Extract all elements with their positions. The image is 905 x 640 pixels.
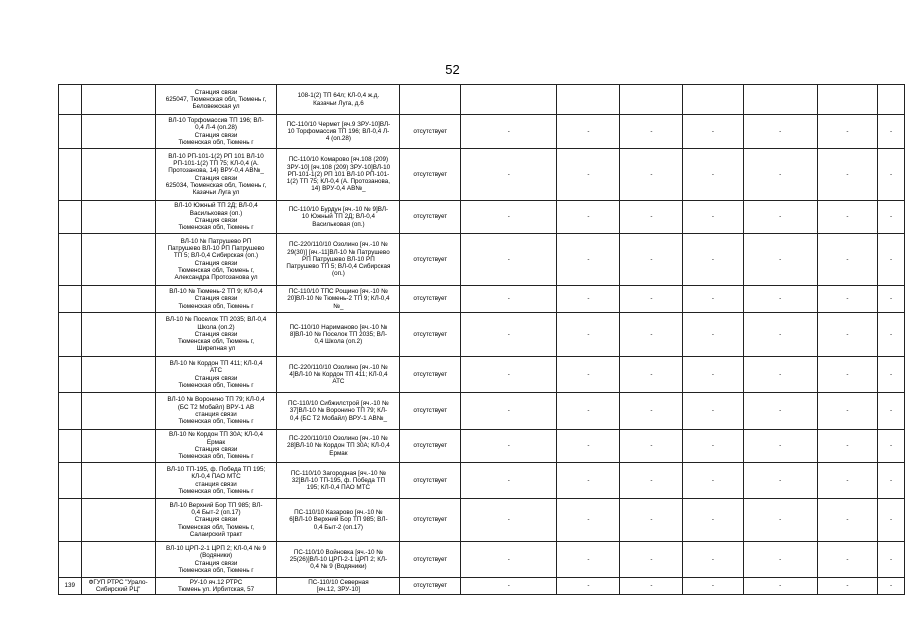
object-cell — [155, 85, 277, 115]
supply-path-cell-line: 6]ВЛ-10 Верхний Бор ТП 985; ВЛ- — [289, 516, 388, 524]
value-cell: - — [683, 499, 743, 542]
supply-path-cell-line: 108-1(2) ТП 64л; КЛ-0,4 ж.д. — [297, 92, 380, 100]
value-cell: - — [878, 542, 905, 578]
supply-path-cell — [277, 115, 400, 149]
value-cell: - — [461, 542, 557, 578]
object-cell-line: Патрушево ВЛ-10 РП Патрушево — [167, 244, 265, 252]
object-cell-line: ВЛ-10 Верхний Бор ТП 985; ВЛ- — [169, 501, 263, 509]
supply-path-cell-line: 4 (оп.28) — [325, 135, 351, 143]
value-cell: - — [878, 286, 905, 313]
value-cell: - — [620, 430, 683, 463]
object-cell-line: Станция связи — [194, 374, 238, 382]
row-number — [59, 499, 82, 542]
object-cell — [155, 201, 277, 234]
value-cell: - — [817, 313, 877, 357]
value-cell: - — [557, 357, 620, 393]
supply-path-cell-line: ПС-110/10 Загородная [яч.-10 № — [290, 469, 386, 477]
value-cell: - — [620, 542, 683, 578]
value-cell: - — [683, 234, 743, 286]
value-cell: - — [743, 393, 817, 430]
object-cell — [155, 463, 277, 499]
value-cell — [620, 85, 683, 115]
organization-cell — [81, 430, 155, 463]
object-cell-line: Ермак — [206, 438, 226, 446]
supply-path-cell-line: 25(26)]ВЛ-10 ЦРП-2-1 ЦРП 2; КЛ- — [289, 555, 388, 563]
object-cell-line: Станция связи — [194, 559, 238, 567]
organization-cell — [81, 115, 155, 149]
status-cell: отсутствует — [400, 463, 461, 499]
supply-path-cell-line: ПС-220/110/10 Озолино [яч.-10 № — [289, 435, 388, 443]
table-row — [59, 115, 905, 149]
value-cell: - — [878, 578, 905, 595]
supply-path-cell-line: (оп.) — [331, 270, 345, 278]
supply-path-cell-line: ЗРУ-10] [яч.108 (209) ЗРУ-10]ВЛ-10 — [286, 163, 391, 171]
object-cell-line: Тюмень ул. Ирбитская, 57 — [177, 586, 255, 593]
supply-path-cell-line: ПС-110/10 Северная — [308, 578, 369, 586]
row-number — [59, 542, 82, 578]
value-cell: - — [620, 357, 683, 393]
object-cell-line: Протозанова, 14) ВРУ-0,4 АВ№_ — [168, 167, 264, 175]
object-cell — [155, 313, 277, 357]
supply-path-cell-line: 32]ВЛ-10 ТП-195, ф. Победа ТП — [291, 476, 386, 484]
supply-path-cell-line: 37]ВЛ-10 № Воронино ТП 79; КЛ- — [289, 407, 388, 415]
table-body — [59, 85, 905, 595]
value-cell: - — [461, 430, 557, 463]
object-cell-line: (Водяники) — [199, 552, 233, 560]
value-cell: - — [878, 430, 905, 463]
value-cell: - — [743, 463, 817, 499]
value-cell: - — [743, 578, 817, 595]
object-cell — [155, 393, 277, 430]
object-cell-line: Васильковая (оп.) — [189, 209, 243, 217]
supply-path-cell-line: 10 Торфомассив ТП 196; ВЛ-0,4 Л- — [287, 127, 390, 135]
supply-path-cell — [277, 499, 400, 542]
supply-path-cell-line: 28]ВЛ-10 № Кордон ТП 30А; КЛ-0,4 — [287, 442, 390, 450]
value-cell: - — [557, 149, 620, 201]
value-cell: - — [878, 115, 905, 149]
status-cell: отсутствует — [400, 286, 461, 313]
object-cell-line: ВЛ-10 № Тюмень-2 ТП 9; КЛ-0,4 — [169, 288, 263, 296]
value-cell: - — [461, 286, 557, 313]
status-cell: отсутствует — [400, 115, 461, 149]
object-cell-line: Тюменская обл, Тюмень г, — [177, 523, 255, 531]
object-cell-line: Тюменская обл, Тюмень г, — [177, 338, 255, 346]
value-cell: - — [461, 201, 557, 234]
object-cell-line: Станция связи — [194, 174, 238, 182]
row-number — [59, 393, 82, 430]
supply-path-cell — [277, 149, 400, 201]
value-cell: - — [878, 357, 905, 393]
value-cell: - — [557, 313, 620, 357]
value-cell: - — [620, 499, 683, 542]
value-cell — [683, 85, 743, 115]
value-cell: - — [461, 115, 557, 149]
object-cell-line: Тюменская обл, Тюмень г — [178, 418, 254, 426]
supply-path-cell-line: 8]ВЛ-10 № Поселок ТП 2035; ВЛ- — [289, 330, 387, 338]
object-cell-line: Александра Протозанова ул — [174, 274, 258, 282]
value-cell: - — [878, 313, 905, 357]
value-cell: - — [683, 286, 743, 313]
supply-path-cell — [277, 578, 400, 595]
table-row — [59, 430, 905, 463]
value-cell: - — [683, 393, 743, 430]
object-cell-line: Станция связи — [194, 217, 238, 224]
value-cell: - — [878, 234, 905, 286]
status-cell: отсутствует — [400, 542, 461, 578]
value-cell: - — [557, 463, 620, 499]
object-cell-line: Ширепная ул — [196, 345, 236, 353]
supply-path-cell — [277, 234, 400, 286]
object-cell-line: ВЛ-10 РП-101-1(2) РП 101 ВЛ-10 — [168, 152, 264, 160]
supply-path-cell-line: 29(30)] [яч.-11]ВЛ-10 № Патрушево — [287, 248, 390, 256]
status-cell: отсутствует — [400, 357, 461, 393]
value-cell: - — [557, 499, 620, 542]
row-number — [59, 85, 82, 115]
value-cell — [878, 85, 905, 115]
object-cell-line: ВЛ-10 Южный ТП 2Д; ВЛ-0,4 — [174, 202, 258, 210]
object-cell — [155, 115, 277, 149]
organization-cell — [81, 463, 155, 499]
table-row — [59, 234, 905, 286]
supply-path-cell-line: ПС-110/10 Комарово [яч.108 (209) — [288, 156, 389, 164]
supply-path-cell-line: 195; КЛ-0,4 ПАО МТС — [306, 484, 371, 492]
supply-path-cell-line: Ермак — [329, 449, 348, 457]
supply-path-cell-line: РП-101-1(2) РП 101 ВЛ-10 РП-101- — [287, 170, 390, 178]
supply-path-cell-line: №_ — [333, 302, 344, 310]
value-cell: - — [878, 149, 905, 201]
supply-path-cell — [277, 463, 400, 499]
value-cell: - — [817, 578, 877, 595]
object-cell-line: ВЛ-10 № Поселок ТП 2035; ВЛ-0,4 — [165, 316, 267, 324]
object-cell-line: Станция связи — [194, 295, 238, 303]
object-cell-line: ВЛ-10 № Кордон ТП 411; КЛ-0,4 — [169, 359, 263, 367]
supply-path-cell — [277, 430, 400, 463]
organization-cell — [81, 149, 155, 201]
value-cell: - — [557, 234, 620, 286]
object-cell-line: 625047, Тюменская обл, Тюмень г, — [165, 95, 267, 103]
row-number — [59, 286, 82, 313]
row-number — [59, 313, 82, 357]
table-row — [59, 393, 905, 430]
object-cell-line: Тюменская обл, Тюмень г — [178, 566, 254, 574]
object-cell-line: ВЛ-10 Торфомассив ТП 196; ВЛ- — [168, 116, 264, 124]
document-table — [58, 84, 905, 595]
object-cell-line: Станция связи — [194, 88, 238, 96]
value-cell: - — [878, 201, 905, 234]
organization-cell — [81, 499, 155, 542]
value-cell: - — [683, 313, 743, 357]
object-cell-line: станция связи — [195, 480, 237, 488]
value-cell: - — [620, 578, 683, 595]
value-cell — [557, 85, 620, 115]
object-cell-line: ВЛ-10 № Кордон ТП 30А; КЛ-0,4 — [169, 431, 264, 439]
value-cell: - — [620, 149, 683, 201]
supply-path-cell — [277, 201, 400, 234]
object-cell — [155, 499, 277, 542]
organization-cell — [81, 393, 155, 430]
value-cell: - — [683, 357, 743, 393]
status-cell: отсутствует — [400, 149, 461, 201]
supply-path-cell-line: Патрушево ТП 5; ВЛ-0,4 Сибирская — [286, 263, 391, 271]
value-cell: - — [557, 286, 620, 313]
supply-path-cell-line: 0,4 Школа (оп.2) — [314, 338, 363, 346]
object-cell-line: станция связи — [195, 411, 237, 418]
supply-path-cell-line: РП Патрушево ВЛ-10 РП — [302, 255, 375, 263]
table-row — [59, 499, 905, 542]
organization-cell — [81, 357, 155, 393]
status-cell: отсутствует — [400, 201, 461, 234]
object-cell-line: Тюменская обл, Тюмень г — [178, 381, 254, 389]
object-cell-line: Станция связи — [194, 259, 238, 267]
value-cell: - — [743, 542, 817, 578]
supply-path-cell-line: 10 Южный ТП 2Д; ВЛ-0,4 — [301, 213, 375, 221]
row-number — [59, 201, 82, 234]
row-number — [59, 115, 82, 149]
object-cell — [155, 542, 277, 578]
supply-path-cell-line: Васильковая (оп.) — [312, 220, 365, 228]
value-cell: - — [683, 115, 743, 149]
object-cell-line: Тюменская обл, Тюмень г — [178, 487, 254, 495]
table-row — [59, 357, 905, 393]
object-cell-line: Тюменская обл, Тюмень г — [178, 138, 254, 146]
value-cell: - — [557, 201, 620, 234]
value-cell: - — [461, 499, 557, 542]
row-number: 139 — [59, 578, 82, 595]
value-cell: - — [620, 115, 683, 149]
supply-path-cell-line: 20]ВЛ-10 № Тюмень-2 ТП 9; КЛ-0,4 — [287, 295, 390, 303]
value-cell: - — [461, 357, 557, 393]
supply-path-cell-line: ПС-110/10 Казарово [яч.-10 № — [294, 509, 383, 517]
value-cell: - — [461, 463, 557, 499]
value-cell: - — [461, 393, 557, 430]
object-cell — [155, 430, 277, 463]
value-cell: - — [743, 430, 817, 463]
value-cell: - — [683, 578, 743, 595]
value-cell: - — [683, 149, 743, 201]
row-number — [59, 234, 82, 286]
status-cell — [400, 85, 461, 115]
table-row — [59, 313, 905, 357]
value-cell: - — [683, 430, 743, 463]
supply-path-cell-line: ПС-110/10 Бурдун [яч.-10 № 9]ВЛ- — [288, 206, 389, 214]
table-row — [59, 578, 905, 595]
table-row — [59, 286, 905, 313]
object-cell-line: 0,4 Быт-2 (оп.17) — [191, 509, 241, 517]
value-cell: - — [620, 393, 683, 430]
value-cell: - — [743, 499, 817, 542]
status-cell: отсутствует — [400, 313, 461, 357]
value-cell: - — [743, 286, 817, 313]
value-cell: - — [620, 463, 683, 499]
supply-path-cell-line: АТС — [332, 378, 345, 386]
value-cell: - — [461, 578, 557, 595]
supply-path-cell — [277, 357, 400, 393]
supply-path-cell-line: 0,4 Быт-2 (оп.17) — [313, 523, 364, 531]
organization-cell — [81, 313, 155, 357]
value-cell: - — [817, 463, 877, 499]
value-cell — [461, 85, 557, 115]
value-cell: - — [743, 357, 817, 393]
value-cell: - — [817, 393, 877, 430]
supply-path-cell-line: ПС-220/110/10 Озолино [яч.-10 № — [289, 241, 388, 249]
value-cell: - — [743, 313, 817, 357]
object-cell-line: РУ-10 яч.12 РТРС — [189, 578, 243, 586]
supply-path-cell-line: ПС-110/10 Чермет [яч.9 ЗРУ-10]ВЛ- — [286, 120, 391, 128]
status-cell: отсутствует — [400, 393, 461, 430]
supply-path-cell-line: [яч.12, ЗРУ-10] — [316, 586, 361, 593]
value-cell: - — [817, 149, 877, 201]
row-number — [59, 357, 82, 393]
value-cell: - — [878, 463, 905, 499]
value-cell: - — [817, 542, 877, 578]
table-row — [59, 85, 905, 115]
object-cell — [155, 286, 277, 313]
value-cell: - — [461, 234, 557, 286]
row-number — [59, 430, 82, 463]
object-cell-line: Казачьи Луга ул — [192, 189, 240, 197]
value-cell — [817, 85, 877, 115]
object-cell-line: Станция связи — [194, 131, 238, 139]
value-cell: - — [620, 201, 683, 234]
object-cell-line: АТС — [209, 367, 223, 375]
value-cell: - — [878, 499, 905, 542]
status-cell: отсутствует — [400, 499, 461, 542]
page-number: 52 — [445, 62, 460, 77]
supply-path-cell-line: ПС-110/10 Войновка [яч.-10 № — [293, 548, 384, 556]
object-cell-line: ВЛ-10 ТП-195, ф. Победа ТП 195; — [166, 465, 266, 473]
status-cell: отсутствует — [400, 430, 461, 463]
value-cell: - — [557, 542, 620, 578]
supply-path-cell-line: 14) ВРУ-0,4 АВ№_ — [311, 185, 366, 193]
table-row — [59, 149, 905, 201]
value-cell: - — [743, 234, 817, 286]
value-cell: - — [817, 357, 877, 393]
object-cell — [155, 149, 277, 201]
table-row — [59, 542, 905, 578]
supply-path-cell — [277, 286, 400, 313]
value-cell: - — [557, 578, 620, 595]
object-cell-line: ВЛ-10 № Патрушево РП — [180, 237, 252, 245]
organization-cell — [81, 286, 155, 313]
object-cell-line: 625034, Тюменская обл, Тюмень г, — [165, 181, 267, 189]
object-cell-line: Станция связи — [194, 446, 238, 453]
object-cell-line: Станция связи — [194, 516, 238, 524]
supply-path-cell-line: 4]ВЛ-10 № Кордон ТП 411; КЛ-0,4 — [289, 370, 388, 378]
organization-cell — [81, 542, 155, 578]
object-cell-line: Тюменская обл, Тюмень г — [178, 302, 254, 310]
supply-path-cell-line: 0,4 (БС Т2 Мобайл) ВРУ-1 АВ№_ — [289, 414, 387, 422]
supply-path-cell — [277, 85, 400, 115]
object-cell-line: ВЛ-10 ЦРП-2-1 ЦРП 2; КЛ-0,4 № 9 — [166, 544, 267, 552]
status-cell: отсутствует — [400, 234, 461, 286]
value-cell: - — [817, 430, 877, 463]
row-number — [59, 463, 82, 499]
object-cell-line: ТП 5; ВЛ-0,4 Сибирская (оп.) — [173, 252, 259, 260]
value-cell: - — [557, 393, 620, 430]
value-cell: - — [683, 463, 743, 499]
value-cell: - — [683, 542, 743, 578]
object-cell-line: Беловежская ул — [192, 103, 240, 111]
supply-path-cell-line: ПС-110/10 ТПС Рощино [яч.-10 № — [288, 288, 388, 296]
status-cell: отсутствует — [400, 578, 461, 595]
object-cell-line: ВЛ-10 № Воронино ТП 79; КЛ-0,4 — [167, 396, 265, 404]
organization-cell — [81, 85, 155, 115]
supply-path-cell-line: 0,4 № 9 (Водяники) — [310, 563, 367, 571]
value-cell: - — [620, 234, 683, 286]
value-cell: - — [817, 115, 877, 149]
value-cell: - — [620, 313, 683, 357]
organization-cell: ФГУП РТРС "Урало-Сибирский РЦ" — [81, 578, 155, 595]
value-cell: - — [817, 201, 877, 234]
value-cell: - — [743, 115, 817, 149]
value-cell: - — [878, 393, 905, 430]
table-row — [59, 463, 905, 499]
object-cell — [155, 578, 277, 595]
supply-path-cell-line: 1(2) ТП 75; КЛ-0,4 (А. Протозанова, — [286, 178, 391, 186]
supply-path-cell — [277, 542, 400, 578]
object-cell-line: Тюменская обл, Тюмень г — [178, 453, 254, 461]
object-cell-line: РП-101-1(2) ТП 75; КЛ-0,4 (А. — [173, 159, 259, 167]
value-cell: - — [743, 149, 817, 201]
object-cell-line: Станция связи — [194, 330, 238, 338]
value-cell: - — [683, 201, 743, 234]
value-cell: - — [461, 149, 557, 201]
value-cell: - — [557, 430, 620, 463]
supply-path-cell-line: Казачьи Луга, д.6 — [313, 99, 364, 107]
table-row — [59, 201, 905, 234]
object-cell — [155, 357, 277, 393]
object-cell-line: Тюменская обл, Тюмень г — [178, 224, 254, 232]
value-cell: - — [817, 234, 877, 286]
value-cell: - — [817, 499, 877, 542]
organization-cell — [81, 234, 155, 286]
object-cell-line: 0,4 Л-4 (оп.28) — [195, 124, 237, 132]
object-cell — [155, 234, 277, 286]
row-number — [59, 149, 82, 201]
object-cell-line: (БС Т2 Мобайл) ВРУ-1 АВ — [177, 403, 255, 411]
value-cell: - — [557, 115, 620, 149]
supply-path-cell-line: ПС-220/110/10 Озолино [яч.-10 № — [289, 363, 388, 371]
value-cell: - — [817, 286, 877, 313]
supply-path-cell-line: ПС-110/10 Сибжилстрой [яч.-10 № — [288, 400, 389, 408]
value-cell: - — [620, 286, 683, 313]
value-cell: - — [461, 313, 557, 357]
object-cell-line: Салаирский тракт — [189, 530, 243, 538]
supply-path-cell — [277, 393, 400, 430]
organization-cell — [81, 201, 155, 234]
object-cell-line: КЛ-0,4 ПАО МТС — [191, 473, 241, 481]
value-cell — [743, 85, 817, 115]
value-cell: - — [743, 201, 817, 234]
supply-path-cell — [277, 313, 400, 357]
object-cell-line: Школа (оп.2) — [197, 323, 235, 331]
object-cell-line: Тюменская обл, Тюмень г, — [177, 266, 255, 274]
supply-path-cell-line: ПС-110/10 Нариманово [яч.-10 № — [289, 323, 388, 331]
